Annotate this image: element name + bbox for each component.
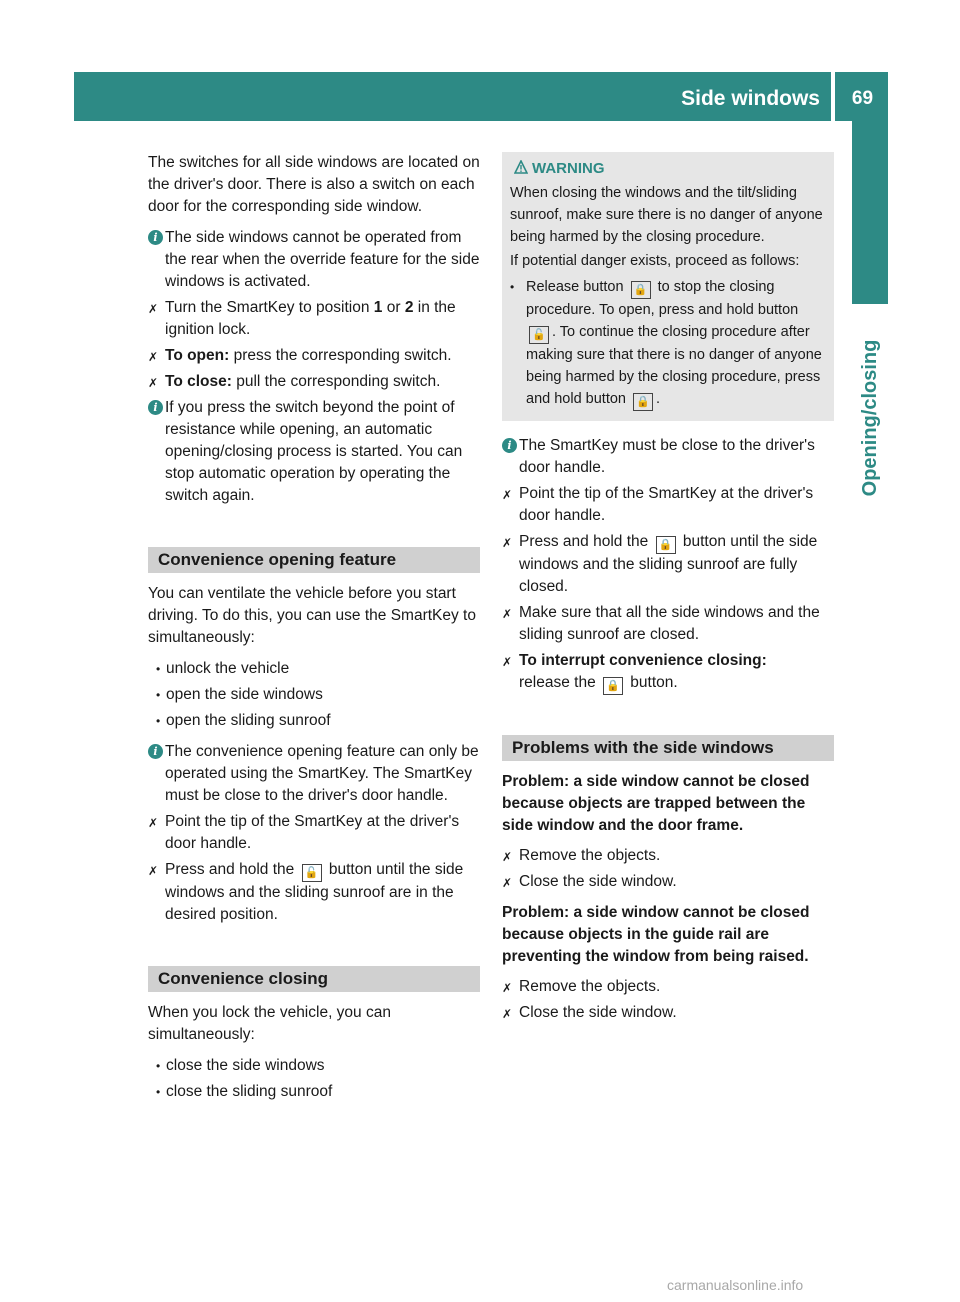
- step-text: release the: [519, 674, 600, 691]
- step-text: or: [382, 299, 405, 316]
- step-arrow-icon: ✗: [502, 876, 513, 890]
- right-column: [502, 152, 834, 1028]
- section-heading-text: Problems with the side windows: [512, 738, 774, 757]
- step-item: [502, 483, 834, 527]
- warning-title: [510, 158, 826, 180]
- page-title: Side windows: [681, 87, 820, 110]
- bullet-text: open the sliding sunroof: [166, 712, 331, 729]
- bullet-icon: •: [510, 280, 515, 294]
- step-arrow-icon: ✗: [502, 981, 513, 995]
- step-text: Remove the objects.: [519, 847, 661, 864]
- step-arrow-icon: ✗: [148, 302, 159, 316]
- lock-icon: 🔒: [656, 536, 676, 554]
- step-item: [502, 976, 834, 998]
- step-item: [502, 1002, 834, 1024]
- step-item: [148, 811, 480, 855]
- bullet-text: close the sliding sunroof: [166, 1083, 333, 1100]
- intro-paragraph: The switches for all side windows are located on the driver's door. There is also a switch on each door for the corresponding side window.: [148, 154, 480, 215]
- info-note: [502, 435, 834, 479]
- page-number: 69: [851, 88, 874, 109]
- warning-bullet-text: . To continue the closing procedure after making sure that there is no danger of anyone being harmed by the closing procedure, press and hold button: [526, 324, 822, 407]
- info-note: [148, 741, 480, 807]
- side-label: [853, 323, 887, 513]
- step-item: [148, 859, 480, 926]
- unlock-icon: 🔓: [529, 326, 549, 344]
- step-arrow-icon: ✗: [502, 488, 513, 502]
- step-arrow-icon: ✗: [148, 376, 159, 390]
- step-text: Make sure that all the side windows and the sliding sunroof are closed.: [519, 604, 820, 643]
- step-arrow-icon: ✗: [502, 536, 513, 550]
- left-column: [148, 152, 480, 1107]
- problem-title: Problem: a side window cannot be closed because objects are trapped between the side window and the door frame.: [502, 773, 810, 834]
- section-heading-convenience-opening: [148, 547, 480, 573]
- warning-bullet-text: to stop the closing procedure. To open, press and hold button: [526, 279, 799, 318]
- warning-bullet-text: .: [656, 391, 661, 407]
- note-text: The convenience opening feature can only be operated using the SmartKey. The SmartKey must be close to the driver's door handle.: [165, 743, 479, 804]
- warning-text: If potential danger exists, proceed as follows:: [510, 253, 800, 269]
- warning-title-text: WARNING: [532, 160, 605, 177]
- step-text: Press and hold the: [519, 533, 653, 550]
- step-arrow-icon: ✗: [502, 607, 513, 621]
- step-arrow-icon: ✗: [502, 655, 513, 669]
- step-item: [148, 371, 480, 393]
- problem-title: Problem: a side window cannot be closed because objects in the guide rail are preventing the window from being raised.: [502, 904, 810, 965]
- warning-bullet-text: Release button: [526, 279, 628, 295]
- bullet-icon: •: [156, 1059, 161, 1073]
- step-text: button until the side windows and the sliding sunroof are in the desired position.: [165, 861, 464, 923]
- info-note: [148, 227, 480, 293]
- section-heading-text: Convenience opening feature: [158, 550, 397, 569]
- bullet-icon: •: [156, 714, 161, 728]
- step-lead: To open:: [165, 347, 230, 364]
- bullet-item: [148, 1055, 480, 1077]
- warning-triangle-icon: [514, 159, 528, 181]
- bullet-icon: •: [156, 688, 161, 702]
- step-arrow-icon: ✗: [502, 1007, 513, 1021]
- lock-icon: 🔒: [603, 677, 623, 695]
- bullet-item: [148, 658, 480, 680]
- step-lead: To interrupt convenience closing:: [519, 652, 767, 669]
- note-text: The SmartKey must be close to the driver's door handle.: [519, 437, 815, 476]
- position-value: 1: [373, 299, 383, 316]
- info-icon: i: [148, 400, 163, 415]
- bullet-icon: •: [156, 662, 161, 676]
- section-heading-problems: [502, 735, 834, 761]
- bullet-text: close the side windows: [166, 1057, 325, 1074]
- position-value: 2: [404, 299, 414, 316]
- step-item: [502, 871, 834, 893]
- section-heading-convenience-closing: [148, 966, 480, 992]
- step-text: Remove the objects.: [519, 978, 661, 995]
- step-item: [502, 845, 834, 867]
- section-heading-text: Convenience closing: [158, 969, 329, 988]
- header-bar: [74, 72, 888, 121]
- step-text: pull the corresponding switch.: [231, 373, 441, 390]
- step-arrow-icon: ✗: [502, 850, 513, 864]
- note-text: If you press the switch beyond the point of resistance while opening, an automatic opening/closing process is started. You can stop automatic operation by operating the switch again.: [165, 399, 463, 504]
- side-label-text: Opening/closing: [859, 339, 881, 497]
- info-note: [148, 397, 480, 507]
- step-arrow-icon: ✗: [148, 864, 159, 878]
- lock-icon: 🔒: [633, 393, 653, 411]
- step-text: Point the tip of the SmartKey at the driver's door handle.: [165, 813, 460, 852]
- lock-icon: 🔒: [631, 281, 651, 299]
- step-text: button until the side windows and the sliding sunroof are fully closed.: [519, 533, 818, 595]
- step-item: [148, 345, 480, 367]
- info-icon: i: [148, 744, 163, 759]
- step-text: Turn the SmartKey to position: [165, 299, 374, 316]
- section-intro: When you lock the vehicle, you can simultaneously:: [148, 1004, 391, 1043]
- watermark: carmanualsonline.info: [667, 1277, 804, 1293]
- section-intro: You can ventilate the vehicle before you start driving. To do this, you can use the SmartKey to simultaneously:: [148, 585, 476, 646]
- unlock-icon: 🔓: [302, 864, 322, 882]
- bullet-text: open the side windows: [166, 686, 323, 703]
- step-text: Press and hold the: [165, 861, 299, 878]
- note-text: The side windows cannot be operated from the rear when the override feature for the side windows is activated.: [165, 229, 480, 290]
- bullet-item: [148, 710, 480, 732]
- step-arrow-icon: ✗: [148, 816, 159, 830]
- step-item: [502, 650, 834, 695]
- bullet-icon: •: [156, 1085, 161, 1099]
- bullet-item: [148, 684, 480, 706]
- step-item: [502, 531, 834, 598]
- header-separator: [831, 72, 835, 121]
- step-lead: To close:: [165, 373, 232, 390]
- step-text: Close the side window.: [519, 873, 677, 890]
- warning-bullet: [510, 276, 826, 411]
- step-item: [148, 297, 480, 341]
- bullet-text: unlock the vehicle: [166, 660, 290, 677]
- step-text: in the ignition lock.: [165, 299, 456, 338]
- warning-box: [502, 152, 834, 421]
- side-tab: [852, 121, 888, 304]
- info-icon: i: [148, 230, 163, 245]
- bullet-item: [148, 1081, 480, 1103]
- step-arrow-icon: ✗: [148, 350, 159, 364]
- step-text: press the corresponding switch.: [229, 347, 452, 364]
- step-text: button.: [626, 674, 678, 691]
- step-text: Close the side window.: [519, 1004, 677, 1021]
- step-item: [502, 602, 834, 646]
- warning-text: When closing the windows and the tilt/sliding sunroof, make sure there is no danger of anyone being harmed by the closing procedure.: [510, 185, 823, 245]
- info-icon: i: [502, 438, 517, 453]
- step-text: Point the tip of the SmartKey at the driver's door handle.: [519, 485, 814, 524]
